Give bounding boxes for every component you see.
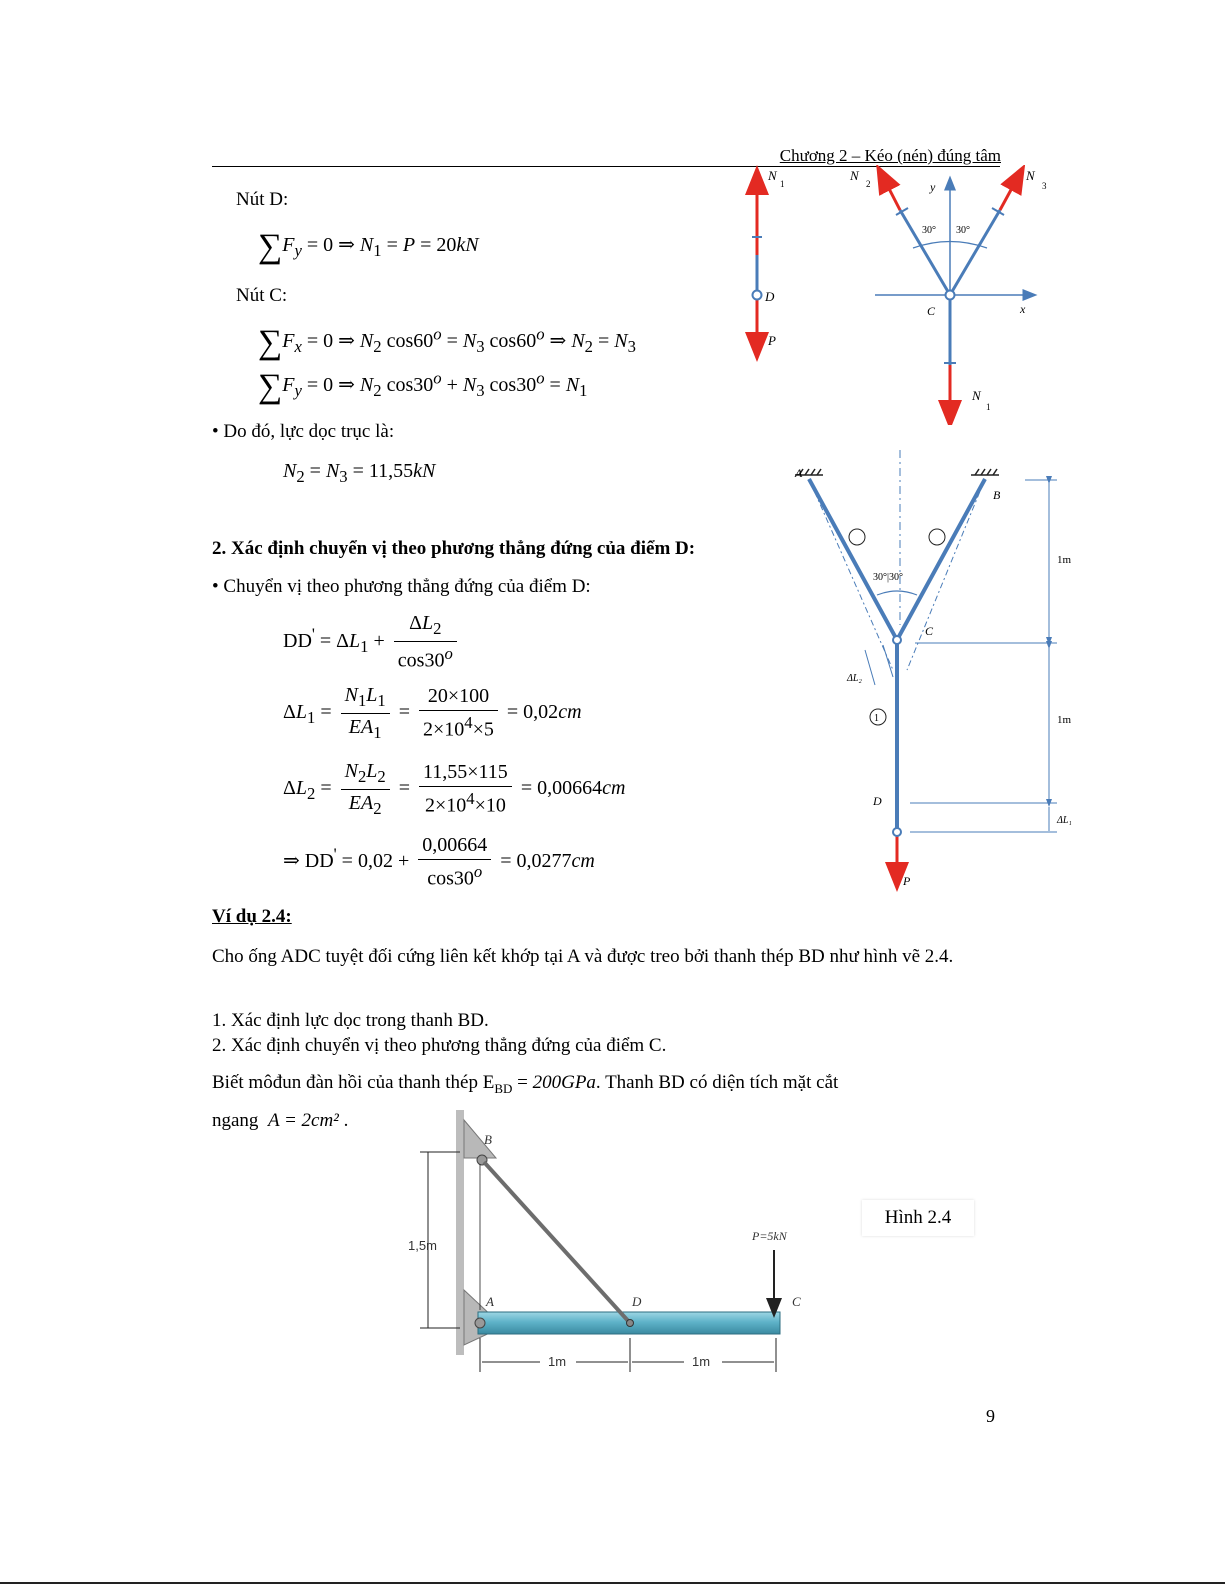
node-c-point — [946, 291, 955, 300]
member-3 — [950, 210, 1000, 295]
svg-text:1m: 1m — [692, 1354, 711, 1369]
svg-text:y: y — [930, 180, 936, 194]
force-n2-arrow — [883, 177, 900, 210]
node-d-point — [753, 291, 762, 300]
svg-text:C: C — [925, 624, 934, 638]
rod-bd — [484, 1162, 630, 1323]
joint-d — [893, 828, 901, 836]
member-2 — [900, 210, 950, 295]
svg-text:30°|30°: 30°|30° — [873, 572, 903, 583]
example-item-1: 1. Xác định lực dọc trong thanh BD. — [212, 1010, 489, 1031]
truss-diagram — [785, 445, 1095, 895]
node-d-label: Nút D: — [236, 189, 289, 210]
svg-text:B: B — [993, 488, 1001, 502]
svg-text:P: P — [903, 874, 911, 888]
svg-text:N: N — [1026, 168, 1035, 183]
svg-text:D: D — [873, 794, 882, 808]
svg-text:B: B — [484, 1132, 492, 1147]
svg-text:N: N — [768, 168, 777, 183]
example-given: Biết môđun đàn hồi của thanh thép $E_{BD} = 200GPa$. Thanh BD có diện tích mặt cắt — [212, 1072, 839, 1096]
beam-figure — [400, 1110, 820, 1380]
example-item-2: 2. Xác định chuyển vị theo phương thẳng đứng của điểm C. — [212, 1035, 667, 1056]
svg-text:1: 1 — [874, 713, 879, 724]
svg-text:1: 1 — [780, 179, 785, 189]
svg-text:1m: 1m — [1057, 554, 1072, 566]
svg-text:x: x — [1020, 302, 1026, 316]
svg-text:ΔL₂: ΔL₂ — [847, 673, 862, 684]
result-equation: $N_2 = N_3 = 11,55kN$ — [283, 460, 436, 486]
svg-text:30°: 30° — [922, 225, 936, 236]
page-number: 9 — [986, 1406, 995, 1426]
example-title: Ví dụ 2.4: — [212, 906, 292, 927]
node-d-equation: $\sum F_y = 0$ ⇒ $N_1 = P = 20kN$ — [258, 228, 479, 265]
section-2-intro: • Chuyển vị theo phương thẳng đứng của điểm D: — [212, 576, 591, 597]
page-bottom-border — [0, 1582, 1225, 1584]
svg-text:D: D — [632, 1294, 642, 1309]
free-body-diagram — [730, 165, 1060, 425]
displacement-equation: $DD' = \Delta L_1$ + $\frac{\Delta L_2}{\cos 30^o}$ — [283, 612, 461, 673]
svg-text:2: 2 — [866, 179, 871, 189]
svg-text:1: 1 — [986, 402, 991, 412]
example-paragraph: Cho ống ADC tuyệt đối cứng liên kết khớp tại A và được treo bởi thanh thép BD như hình vẽ 2.4. — [212, 946, 954, 967]
svg-text:ΔL₁: ΔL₁ — [1057, 815, 1072, 826]
node-c-label: Nút C: — [236, 285, 288, 306]
force-n3-arrow — [1000, 177, 1018, 210]
section-2-title: 2. Xác định chuyển vị theo phương thẳng đứng của điểm D: — [212, 538, 696, 559]
final-displacement-equation: ⇒ DD' = 0,02 + $\frac{0,00664}{\cos 30^o}$ = 0,0277cm — [283, 834, 595, 890]
svg-text:P: P — [768, 333, 776, 348]
svg-text:C: C — [927, 304, 936, 318]
example-given-area: ngang A = 2cm² . — [212, 1110, 349, 1131]
member-3 — [897, 479, 985, 640]
figure-caption: Hình 2.4 — [862, 1200, 974, 1236]
node-c-equation-x: $\sum F_x = 0$ ⇒ $N_2$ $\cos 60^o = N_3$ cos60$^o$ ⇒ $N_2 = N_3$ — [258, 324, 636, 361]
svg-text:1,5m: 1,5m — [408, 1238, 437, 1253]
delta-l1-equation: $\Delta L_1$ = $\frac{N_1L_1}{EA_1}$ = $\frac{20\times 100}{2\times 10^4\times 5}$ = 0,02cm — [283, 684, 582, 742]
delta-l2-equation: $\Delta L_2$ = $\frac{N_2L_2}{EA_2}$ = $\frac{11,55\times 115}{2\times 10^4\times 10}$ = 0,00664cm — [283, 760, 626, 818]
svg-text:C: C — [792, 1294, 801, 1309]
node-c-equation-y: $\sum F_y = 0$ ⇒ $N_2$ $\cos 30^o + N_3$ $\cos 30^o = N_1$ — [258, 368, 588, 405]
svg-text:N: N — [850, 168, 859, 183]
svg-text:1m: 1m — [1057, 714, 1072, 726]
svg-text:A: A — [486, 1294, 494, 1309]
svg-text:1m: 1m — [548, 1354, 567, 1369]
svg-text:3: 3 — [1042, 181, 1047, 191]
result-intro: • Do đó, lực dọc trục là: — [212, 421, 395, 442]
svg-text:N: N — [972, 388, 981, 403]
svg-text:D: D — [765, 289, 775, 304]
svg-text:30°: 30° — [956, 225, 970, 236]
wall — [456, 1110, 464, 1355]
chapter-header: Chương 2 – Kéo (nén) đúng tâm — [779, 146, 1001, 165]
member-2 — [809, 479, 897, 640]
joint-c — [893, 636, 901, 644]
svg-text:A: A — [795, 466, 803, 480]
svg-text:P=5kN: P=5kN — [752, 1229, 787, 1243]
